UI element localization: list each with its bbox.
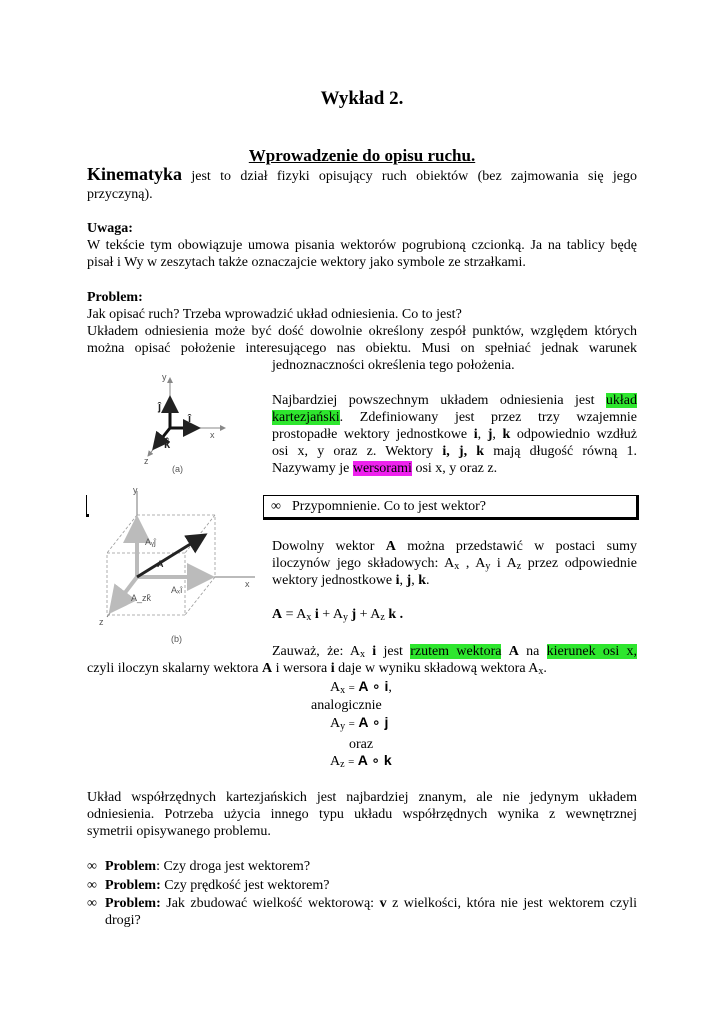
equation-ay: $A_y = A$ ∘ j [330,714,389,732]
label-a: A [157,559,164,569]
coords-line-3: symetrii opisywanego problemu. [87,824,271,839]
label-j: ĵ [158,401,162,413]
caption-b: (b) [171,634,182,644]
highlight-uklad: układ [605,393,638,408]
reminder-box [263,495,639,520]
label-y: y [133,485,138,495]
vector-sum-formula: $A = A_x$ $i + A_y$ $j + A_z$ k . [272,607,404,623]
oraz-text: oraz [349,737,374,752]
equation-ax: $A_x = A$ ∘ i, [330,678,392,696]
label-x: x [210,430,215,440]
figure-a-unit-vectors [130,368,240,478]
cartesian-line-1: Najbardziej powszechnym układem odniesienia jest układ [272,393,638,408]
infinity-icon: ∞ [271,499,281,514]
projection-line-2: czyli iloczyn skalarny wektora A i wersora i daje w wyniku składową wektora $A_x$. [87,661,547,677]
infinity-icon: ∞ [87,878,97,893]
vector-line-1: Dowolny wektor A można przedstawić w postaci sumy [272,539,637,554]
problem-heading: Problem: [87,290,143,305]
coords-line-2: odniesienia. Potrzeba użycia innego typu układu współrzędnych wynika z wewnętrznej [87,807,637,822]
left-dot-mark [86,514,89,517]
label-i: î [188,413,192,425]
cartesian-line-4: osi x, y oraz z. Wektory i, j, k mają długość równą 1. [272,444,638,459]
caption-a: (a) [172,464,183,474]
label-ayj: Aᵧĵ [145,537,156,547]
infinity-icon: ∞ [87,859,97,874]
label-z: z [99,617,104,627]
label-y: y [162,372,167,382]
analog-text: analogicznie [311,698,382,713]
uwaga-heading: Uwaga: [87,221,133,236]
label-k: k̂ [164,439,171,451]
label-x: x [245,579,250,589]
infinity-icon: ∞ [87,896,97,911]
highlight-wersorami: wersorami [352,461,412,476]
cartesian-line-3: prostopadłe wektory jednostkowe i, j, k odpowiednio wzdłuż [272,427,638,442]
problem-item-3: ∞ Problem: Jak zbudować wielkość wektorową: v z wielkości, która nie jest wektorem czyli drogi? [87,896,637,928]
problem-item-2: ∞ Problem: Czy prędkość jest wektorem? [87,878,330,893]
coords-line-1: Układ współrzędnych kartezjańskich jest najbardziej znanym, ale nie jedynym układem [87,790,637,805]
vector-line-2: iloczynów jego składowych: $A_x$ , $A_y$ i $A_z$ przez odpowiednie [272,556,638,572]
label-axi: Aₓî [171,585,183,595]
label-azk: A_zk̂ [131,593,152,603]
highlight-kartezjanski: kartezjański [272,410,340,425]
cartesian-line-2: kartezjański. Zdefiniowany jest przez trzy wzajemnie [272,410,637,425]
intro-line-2: przyczyną). [87,187,153,202]
uwaga-line-2: pisał i Wy w zeszytach także oznaczajcie wektory jako symbole ze strzałkami. [87,255,526,270]
page-title: Wykład 2. [320,88,404,109]
term-kinematyka: Kinematyka [87,164,183,184]
problem-line-1: Jak opisać ruch? Trzeba wprowadzić układ odniesienia. Co to jest? [87,307,462,322]
highlight-rzutem: rzutem wektora [410,644,502,659]
problem-line-2: Układem odniesienia może być dość dowolnie określony zespół punktów, względem których [87,324,637,339]
figure-b-vector-components [95,485,265,650]
uwaga-line-1: W tekście tym obowiązuje umowa pisania wektorów pogrubioną czcionką. Ja na tablicy będę [87,238,637,253]
problem-line-4: jednoznaczności określenia tego położenia. [272,358,515,373]
highlight-kierunek: kierunek osi x, [546,644,638,659]
label-z: z [144,456,149,466]
reminder-text: Przypomnienie. Co to jest wektor? [292,499,487,514]
intro-line-1: Kinematyka jest to dział fizyki opisujący ruch obiektów (bez zajmowania się jego [87,164,637,184]
problem-line-3: można opisać położenie interesującego nas obiektu. Musi on spełniać jednak warunek [87,341,637,356]
page-subtitle: Wprowadzenie do opisu ruchu. [248,146,476,165]
problem-item-1: ∞ Problem: Czy droga jest wektorem? [87,859,311,874]
projection-line-1: Zauważ, że: $A_x$ i jest rzutem wektora A na kierunek osi x, [272,644,638,660]
cartesian-line-5: Nazywamy je wersorami osi x, y oraz z. [272,461,498,476]
vector-line-3: wektory jednostkowe i, j, k. [272,573,430,588]
equation-az: $A_z = A$ ∘ k [330,752,392,770]
